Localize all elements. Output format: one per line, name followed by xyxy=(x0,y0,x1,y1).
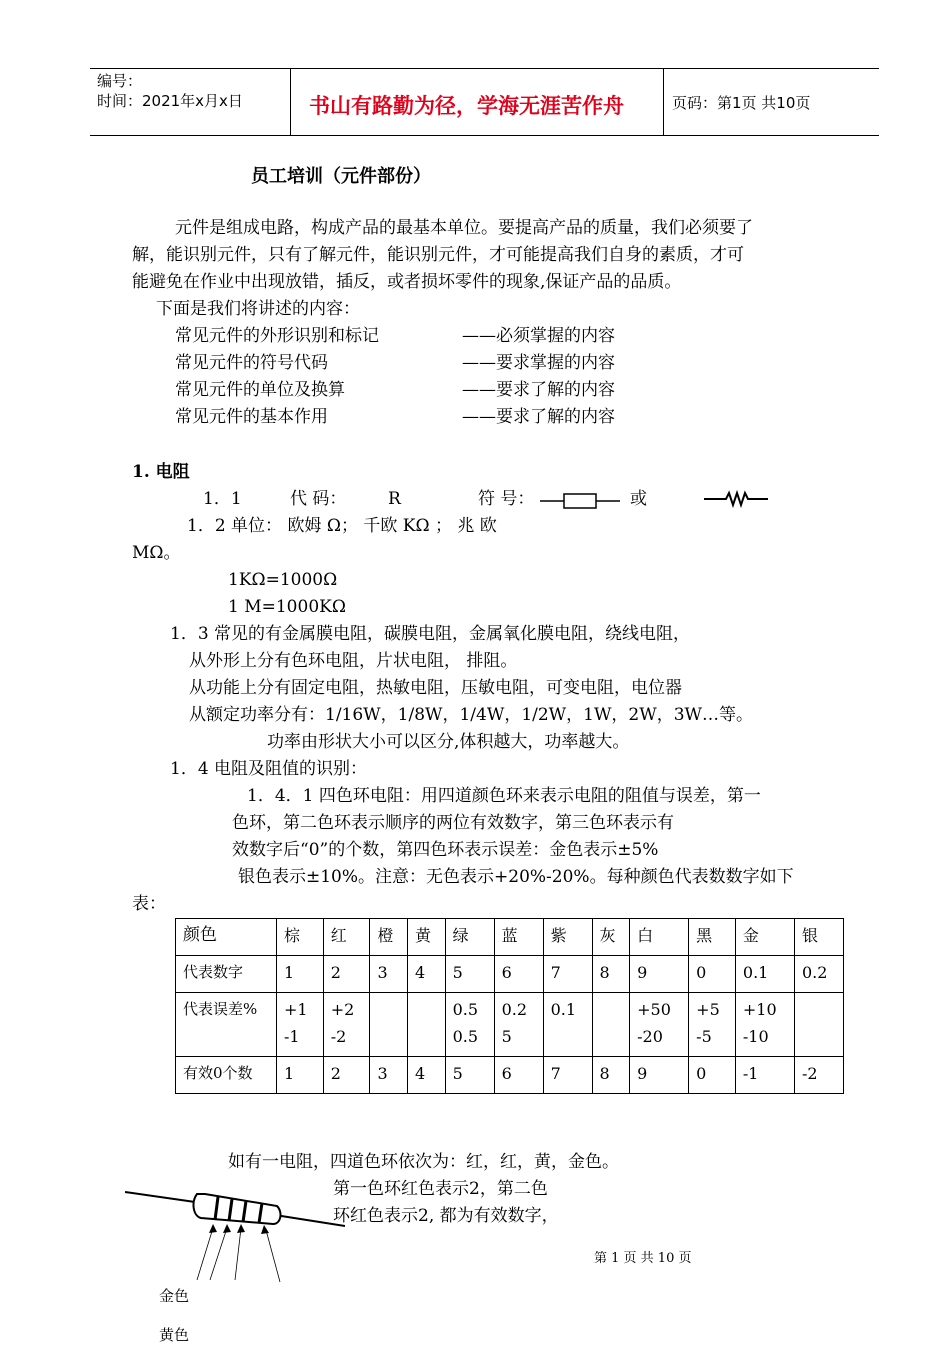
header-number: 编号： xyxy=(97,72,143,90)
table-cell: 0 xyxy=(689,1057,736,1094)
resistor-box-symbol xyxy=(540,491,620,511)
contents-item-3: 常见元件的单位及换算 xyxy=(175,380,345,400)
table-cell: 5 xyxy=(445,956,494,993)
table-cell xyxy=(323,993,370,1057)
table-cell: 9 xyxy=(630,1057,689,1094)
cell-line: -2 xyxy=(330,1027,347,1046)
s11-symbol-label: 符 号： xyxy=(478,489,535,509)
header-divider-2 xyxy=(663,68,664,135)
cell-line: 0.2 xyxy=(501,1000,528,1019)
table-cell: 6 xyxy=(494,1057,543,1094)
s11-code: R xyxy=(388,489,401,509)
table-cell: 4 xyxy=(408,1057,446,1094)
contents-req-1: ——必须掌握的内容 xyxy=(462,326,615,346)
table-cell: 0.1 xyxy=(735,956,794,993)
example-line-1: 如有一电阻，四道色环依次为：红，红，黄，金色。 xyxy=(228,1152,619,1172)
cell-line: +10 xyxy=(742,1000,777,1019)
table-cell: 颜色 xyxy=(176,919,277,956)
s141-cont: 表： xyxy=(132,894,166,914)
s141-line-2: 色环，第二色环表示顺序的两位有效数字，第三色环表示有 xyxy=(232,813,674,833)
intro-line-3: 能避免在作业中出现放错，插反，或者损坏零件的现象,保证产品的品质。 xyxy=(132,272,682,292)
table-cell: 有效0个数 xyxy=(176,1057,277,1094)
s13-line-4: 从额定功率分有：1/16W，1/8W，1/4W，1/2W，1W，2W，3W…等。 xyxy=(189,705,754,725)
table-cell xyxy=(176,993,277,1057)
table-cell: 0.2 xyxy=(794,956,843,993)
table-cell: 棕 xyxy=(277,919,324,956)
header-motto: 书山有路勤为径，学海无涯苦作舟 xyxy=(309,93,624,118)
table-cell: 白 xyxy=(630,919,689,956)
s141-line-4: 银色表示±10%。注意：无色表示+20%-20%。每种颜色代表数数字如下 xyxy=(238,867,794,887)
conversion-1: 1KΩ=1000Ω xyxy=(228,570,338,590)
table-cell: 红 xyxy=(323,919,370,956)
s11-or: 或 xyxy=(630,489,647,509)
s12-cont: MΩ。 xyxy=(132,543,181,563)
cell-line: +2 xyxy=(330,1000,355,1019)
cell-line: +1 xyxy=(284,1000,308,1019)
table-cell xyxy=(543,993,592,1057)
table-cell xyxy=(370,993,408,1057)
cell-line: 0.5 xyxy=(452,1027,479,1046)
table-cell: 黄 xyxy=(408,919,446,956)
cell-line: 0.5 xyxy=(452,1000,479,1019)
table-cell: 蓝 xyxy=(494,919,543,956)
color-band-resistor-drawing xyxy=(125,1180,345,1290)
table-cell: 1 xyxy=(277,1057,324,1094)
table-cell: 黑 xyxy=(689,919,736,956)
intro-line-1: 元件是组成电路，构成产品的最基本单位。要提高产品的质量，我们必须要了 xyxy=(175,218,753,238)
s13-line-5: 功率由形状大小可以区分,体积越大，功率越大。 xyxy=(267,732,630,752)
table-cell: 8 xyxy=(592,956,630,993)
table-row xyxy=(176,919,844,956)
intro-line-4: 下面是我们将讲述的内容： xyxy=(156,299,360,319)
contents-req-4: ——要求了解的内容 xyxy=(462,407,615,427)
section-1-heading: 1. 电阻 xyxy=(132,462,190,482)
table-cell: 灰 xyxy=(592,919,630,956)
table-cell: 3 xyxy=(370,956,408,993)
cell-line: 代表误差% xyxy=(183,1000,258,1018)
header-time: 时间：2021年x月x日 xyxy=(97,92,243,110)
page-title: 员工培训（元件部份） xyxy=(251,166,431,187)
table-cell xyxy=(630,993,689,1057)
header-top-rule xyxy=(90,68,879,69)
table-cell: 1 xyxy=(277,956,324,993)
table-cell xyxy=(445,993,494,1057)
footer-page-number: 第 1 页 共 10 页 xyxy=(594,1251,692,1266)
label-yellow: 黄色 xyxy=(159,1326,190,1344)
s12-line: 1．2 单位： 欧姆 Ω； 千欧 KΩ ； 兆 欧 xyxy=(187,516,497,536)
table-cell: 绿 xyxy=(445,919,494,956)
cell-line: +50 xyxy=(637,1000,671,1019)
contents-req-3: ——要求了解的内容 xyxy=(462,380,615,400)
table-row xyxy=(176,1057,844,1094)
table-cell: 银 xyxy=(794,919,843,956)
s14-line: 1．4 电阻及阻值的识别： xyxy=(170,759,368,779)
s11-code-label: 代 码： xyxy=(290,489,347,509)
table-row xyxy=(176,993,844,1057)
s141-line-1: 1．4．1 四色环电阻：用四道颜色环来表示电阻的阻值与误差，第一 xyxy=(247,786,761,806)
cell-line: -1 xyxy=(284,1027,300,1046)
s11-number: 1．1 xyxy=(203,489,242,509)
conversion-2: 1 M=1000KΩ xyxy=(228,597,346,617)
s13-line-2: 从外形上分有色环电阻，片状电阻， 排阻。 xyxy=(189,651,518,671)
table-cell: 7 xyxy=(543,956,592,993)
table-cell: 9 xyxy=(630,956,689,993)
cell-line: -10 xyxy=(742,1027,769,1046)
table-cell xyxy=(735,993,794,1057)
table-cell: 5 xyxy=(445,1057,494,1094)
table-cell xyxy=(794,993,843,1057)
label-gold: 金色 xyxy=(159,1287,190,1305)
example-line-3: 环红色表示2, 都为有效数字， xyxy=(333,1206,559,1226)
table-cell: 紫 xyxy=(543,919,592,956)
table-cell: 2 xyxy=(323,1057,370,1094)
table-cell: 4 xyxy=(408,956,446,993)
table-cell xyxy=(494,993,543,1057)
contents-item-4: 常见元件的基本作用 xyxy=(175,407,328,427)
table-cell: 3 xyxy=(370,1057,408,1094)
contents-item-1: 常见元件的外形识别和标记 xyxy=(175,326,379,346)
contents-item-2: 常见元件的符号代码 xyxy=(175,353,328,373)
header-page-number: 页码：第1页 共10页 xyxy=(672,94,811,112)
cell-line: -5 xyxy=(696,1027,712,1046)
intro-line-2: 解，能识别元件，只有了解元件，能识别元件，才可能提高我们自身的素质，才可 xyxy=(132,245,744,265)
table-cell xyxy=(592,993,630,1057)
table-row xyxy=(176,956,844,993)
table-cell: 橙 xyxy=(370,919,408,956)
cell-line: 0.1 xyxy=(550,1000,577,1019)
table-cell: 7 xyxy=(543,1057,592,1094)
example-line-2: 第一色环红色表示2，第二色 xyxy=(333,1179,548,1199)
cell-line: 5 xyxy=(501,1027,512,1046)
resistor-zigzag-symbol xyxy=(704,489,768,509)
header-bottom-rule xyxy=(90,135,879,136)
table-cell xyxy=(689,993,736,1057)
table-cell: -1 xyxy=(735,1057,794,1094)
table-cell xyxy=(408,993,446,1057)
table-cell: -2 xyxy=(794,1057,843,1094)
s13-line-3: 从功能上分有固定电阻，热敏电阻，压敏电阻，可变电阻，电位器 xyxy=(189,678,682,698)
s13-line-1: 1．3 常见的有金属膜电阻，碳膜电阻，金属氧化膜电阻，绕线电阻， xyxy=(170,624,691,644)
table-cell: 金 xyxy=(735,919,794,956)
cell-line: +5 xyxy=(696,1000,720,1019)
table-cell: 2 xyxy=(323,956,370,993)
s141-line-3: 效数字后“0”的个数，第四色环表示误差：金色表示±5% xyxy=(232,840,659,860)
contents-req-2: ——要求掌握的内容 xyxy=(462,353,615,373)
table-cell: 0 xyxy=(689,956,736,993)
table-cell xyxy=(277,993,324,1057)
table-cell: 代表数字 xyxy=(176,956,277,993)
cell-line: -20 xyxy=(637,1027,663,1046)
table-cell: 8 xyxy=(592,1057,630,1094)
header-divider-1 xyxy=(290,68,291,135)
color-code-table xyxy=(175,918,844,1094)
table-cell: 6 xyxy=(494,956,543,993)
